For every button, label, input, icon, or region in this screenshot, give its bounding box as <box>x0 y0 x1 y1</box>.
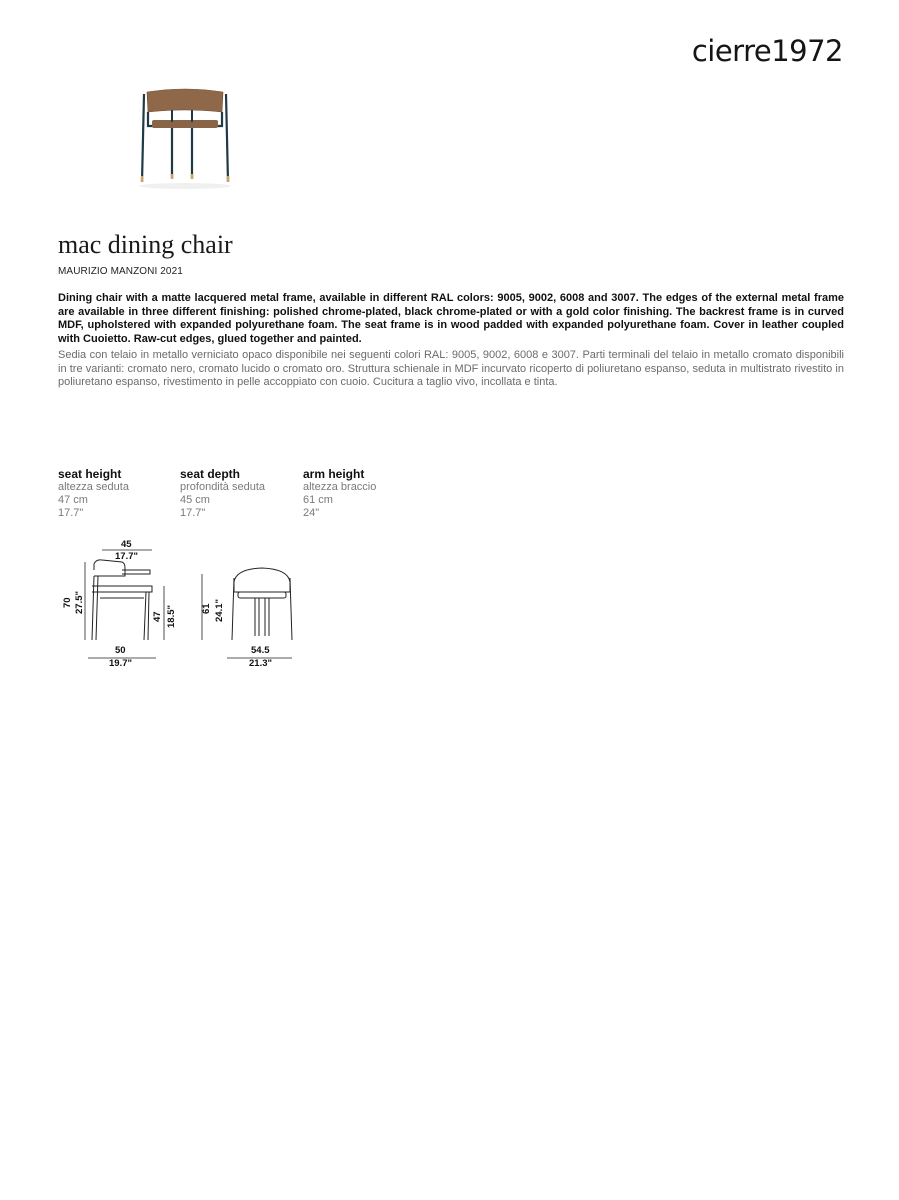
spec-value-inch: 17.7" <box>58 507 84 519</box>
spec-label-en: arm height <box>303 467 365 481</box>
spec-label-en: seat depth <box>180 467 241 481</box>
spec-value-inch: 17.7" <box>180 507 206 519</box>
side-base-cm: 50 <box>115 645 126 656</box>
front-height-cm: 61 <box>201 603 212 614</box>
spec-value-cm: 45 cm <box>180 494 210 506</box>
brand-logo: cierre1972 <box>691 34 843 68</box>
front-view-drawing <box>232 568 292 640</box>
spec-arm-height <box>303 467 423 520</box>
spec-value-cm: 61 cm <box>303 494 333 506</box>
side-view-drawing <box>92 560 152 640</box>
side-top-cm: 45 <box>121 539 132 550</box>
front-base-cm: 54.5 <box>251 645 270 656</box>
side-seat-in: 18.5" <box>166 605 177 628</box>
spec-label-it: profondità seduta <box>180 481 266 493</box>
spec-label-en: seat height <box>58 467 122 481</box>
front-height-in: 24.1" <box>214 599 225 622</box>
spec-seat-height <box>58 467 178 520</box>
technical-drawing <box>52 532 312 677</box>
side-base-in: 19.7" <box>109 658 132 669</box>
description-english: Dining chair with a matte lacquered metal frame, available in different RAL colors: 9005, 9002, 6008 and 3007. The edges of the external metal frame are available in three different finishing: polished chrome-plated, black chrome-plated or with a gold color finishing. The backrest frame is in curved MDF, upholstered with expanded polyurethane foam. The seat frame is in wood padded with expanded polyurethane foam. Cover in leather coupled with Cuoietto. Raw-cut edges, glued together and painted. <box>58 292 844 345</box>
chair-photo <box>130 82 240 192</box>
front-base-in: 21.3" <box>249 658 272 669</box>
spec-value-inch: 24" <box>303 507 320 519</box>
designer-credit: MAURIZIO MANZONI 2021 <box>58 266 183 277</box>
spec-seat-depth <box>180 467 300 520</box>
side-top-in: 17.7" <box>115 551 138 562</box>
spec-label-it: altezza braccio <box>303 481 377 493</box>
spec-label-it: altezza seduta <box>58 481 129 493</box>
side-height-in: 27.5" <box>74 591 85 614</box>
side-seat-cm: 47 <box>152 611 163 622</box>
spec-value-cm: 47 cm <box>58 494 88 506</box>
product-title: mac dining chair <box>58 230 233 259</box>
side-height-cm: 70 <box>62 597 73 608</box>
description-italian: Sedia con telaio in metallo verniciato opaco disponibile nei seguenti colori RAL: 9005, 9002, 6008 e 3007. Parti terminali del telaio in metallo cromato disponibili in tre varianti: cromato nero, cromato lucido o cromato oro. Struttura schienale in MDF incurvato ricoperto di poliuretano espanso, seduta in multistrato rivestito in poliuretano espanso, rivestimento in pelle accoppiato con cuoio. Cucitura a taglio vivo, incollata e tinta. <box>58 349 844 388</box>
